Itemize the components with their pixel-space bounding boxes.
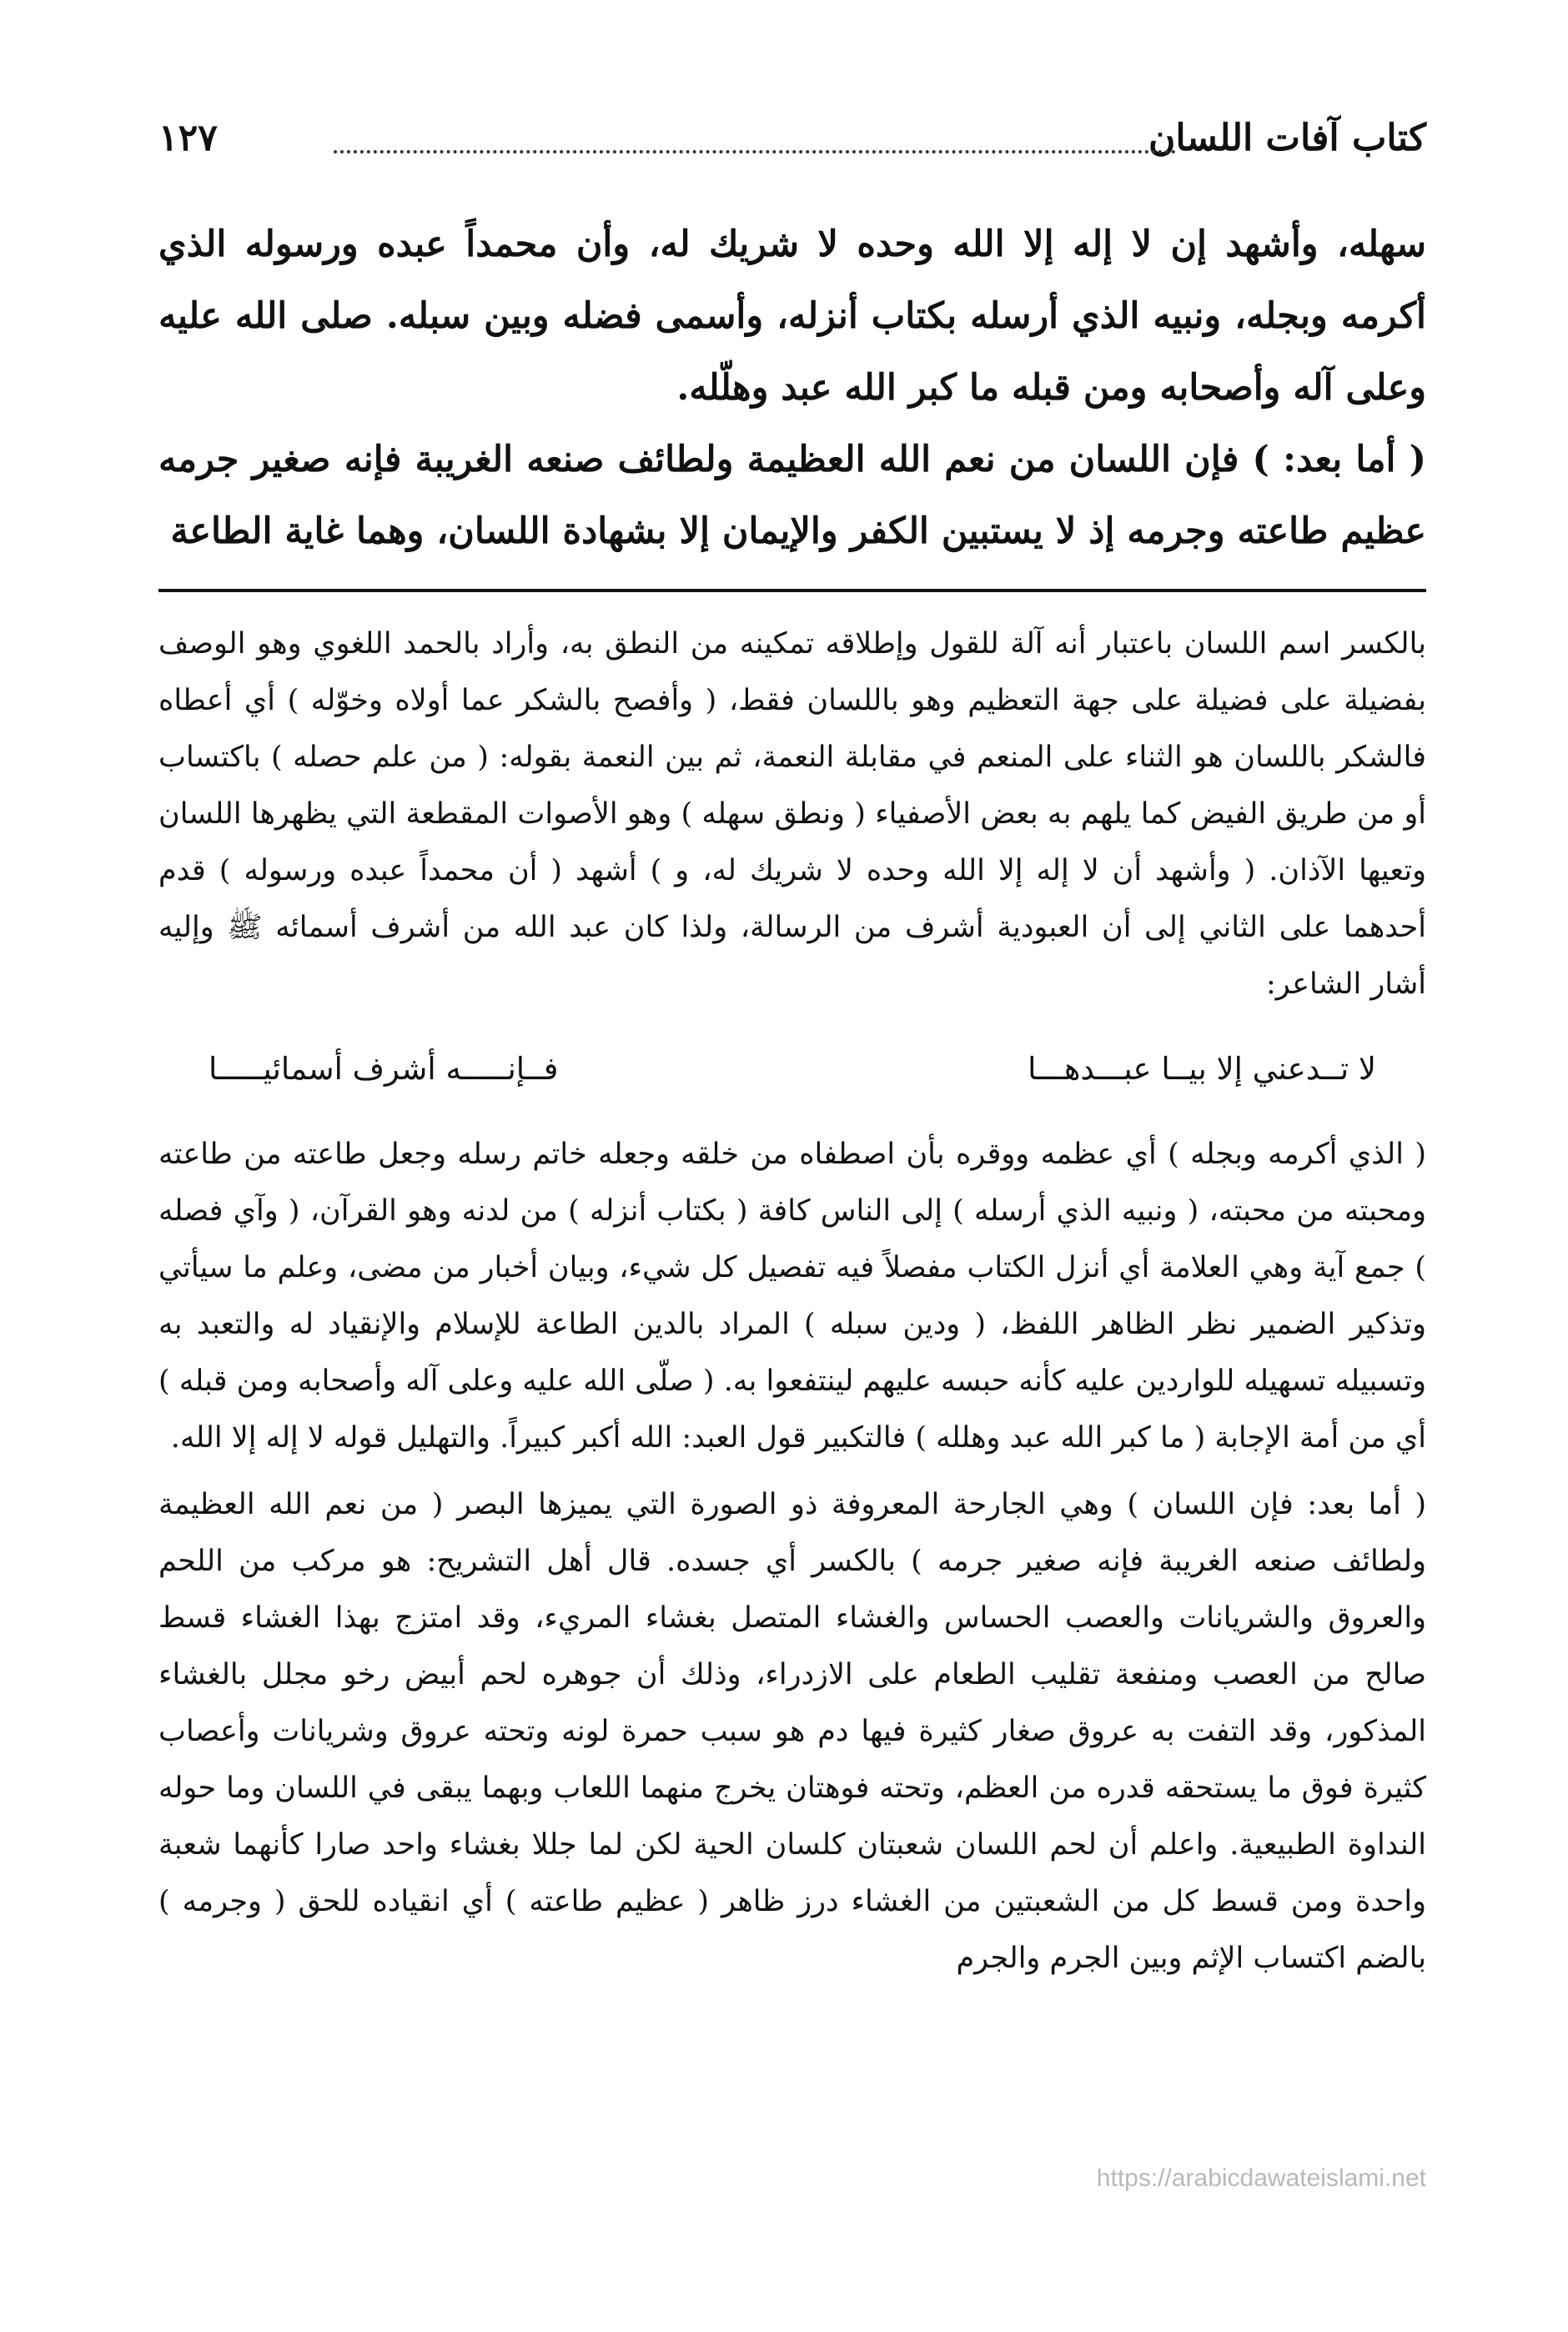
poetry-verse [158,1023,1426,1126]
page-number: ١٢٧ [158,117,218,159]
commentary [158,616,1426,1987]
commentary-block-2: ( الذي أكرمه وبجله ) أي عظمه ووقره بأن اصطفاه من خلقه وجعله خاتم رسله وجعل طاعته من طاعته ومحبته من محبته، ( ونبيه الذي أرسله ) إلى الناس كافة ( بكتاب أنزله ) من لدنه وهو القرآن، ( وآي فصله ) جمع آية وهي العلامة أي أنزل الكتاب مفصلاً فيه تفصيل كل شيء، وبيان أخبار من مضى، وعلم ما سيأتي وتذكير الضمير نظر الظاهر اللفظ، ( ودين سبله ) المراد بالدين الطاعة للإسلام والإنقياد له والتعبد به وتسبيله تسهيله للواردين عليه كأنه حبسه عليهم لينتفعوا به. ( صلّى الله عليه وعلى آله وأصحابه ومن قبله ) أي من أمة الإجابة ( ما كبر الله عبد وهلله ) فالتكبير قول العبد: الله أكبر كبيراً. والتهليل قوله لا إله إلا الله. [158,1138,1426,1455]
footnote-divider [158,589,1426,592]
verse-second-hemistich: فــإنـــــه أشرف أسمائيـــــا [209,1051,559,1087]
book-page [158,117,1426,1997]
main-paragraph-2: ( أما بعد: ) فإن اللسان من نعم الله العظيمة ولطائف صنعه الغريبة فإنه صغير جرمه عظيم طاعته وجرمه إذ لا يستبين الكفر والإيمان إلا بشهادة اللسان، وهما غاية الطاعة [158,439,1426,552]
verse-first-hemistich: لا تــدعني إلا بيــا عبـــدهـــا [1028,1051,1376,1087]
commentary-block-3: ( أما بعد: فإن اللسان ) وهي الجارحة المعروفة ذو الصورة التي يميزها البصر ( من نعم الله العظيمة ولطائف صنعه الغريبة فإنه صغير جرمه ) بالكسر أي جسده. قال أهل التشريح: هو مركب من اللحم والعروق والشريانات والعصب الحساس والغشاء المتصل بغشاء المريء، وقد امتزج بهذا الغشاء قسط صالح من العصب ومنفعة تقليب الطعام على الازدراء، وذلك أن جوهره لحم أبيض رخو مجلل بالغشاء المذكور، وقد التفت به عروق صغار كثيرة فيها دم هو سبب حمرة لونه وتحته عروق وشريانات وأعصاب كثيرة فوق ما يستحقه قدره من العظم، وتحته فوهتان يخرج منهما اللعاب وبهما يبقى في اللسان وما حوله النداوة الطبيعية. واعلم أن لحم اللسان شعبتان كلسان الحية لكن لما جللا بغشاء واحد صارا كأنهما شعبة واحدة ومن قسط كل من الشعبتين من الغشاء درز ظاهر ( عظيم طاعته ) أي انقياده للحق ( وجرمه ) بالضم اكتساب الإثم وبين الجرم والجرم [158,1488,1426,1975]
commentary-block-1: بالكسر اسم اللسان باعتبار أنه آلة للقول وإطلاقه تمكينه من النطق به، وأراد بالحمد اللغوي وهو الوصف بفضيلة على فضيلة على جهة التعظيم وهو باللسان فقط، ( وأفصح بالشكر عما أولاه وخوّله ) أي أعطاه فالشكر باللسان هو الثناء على المنعم في مقابلة النعمة، ثم بين النعمة بقوله: ( من علم حصله ) باكتساب أو من طريق الفيض كما يلهم به بعض الأصفياء ( ونطق سهله ) وهو الأصوات المقطعة التي يظهرها اللسان وتعيها الآذان. ( وأشهد أن لا إله إلا الله وحده لا شريك له، و ) أشهد ( أن محمداً عبده ورسوله ) قدم أحدهما على الثاني إلى أن العبودية أشرف من الرسالة، ولذا كان عبد الله من أشرف أسمائه ﷺ وإليه أشار الشاعر: [158,627,1426,1001]
header-dotted-leader [334,150,1176,153]
running-title: كتاب آفات اللسان [1148,117,1426,159]
watermark-url: https://arabicdawateislami.net [1096,2164,1426,2192]
page-header [158,117,1426,183]
main-paragraph-1: سهله، وأشهد إن لا إله إلا الله وحده لا شريك له، وأن محمداً عبده ورسوله الذي أكرمه وبجله، ونبيه الذي أرسله بكتاب أنزله، وأسمى فضله وبين سبله. صلى الله عليه وعلى آله وأصحابه ومن قبله ما كبر الله عبد وهلّله. [158,224,1426,409]
main-text [158,209,1426,567]
